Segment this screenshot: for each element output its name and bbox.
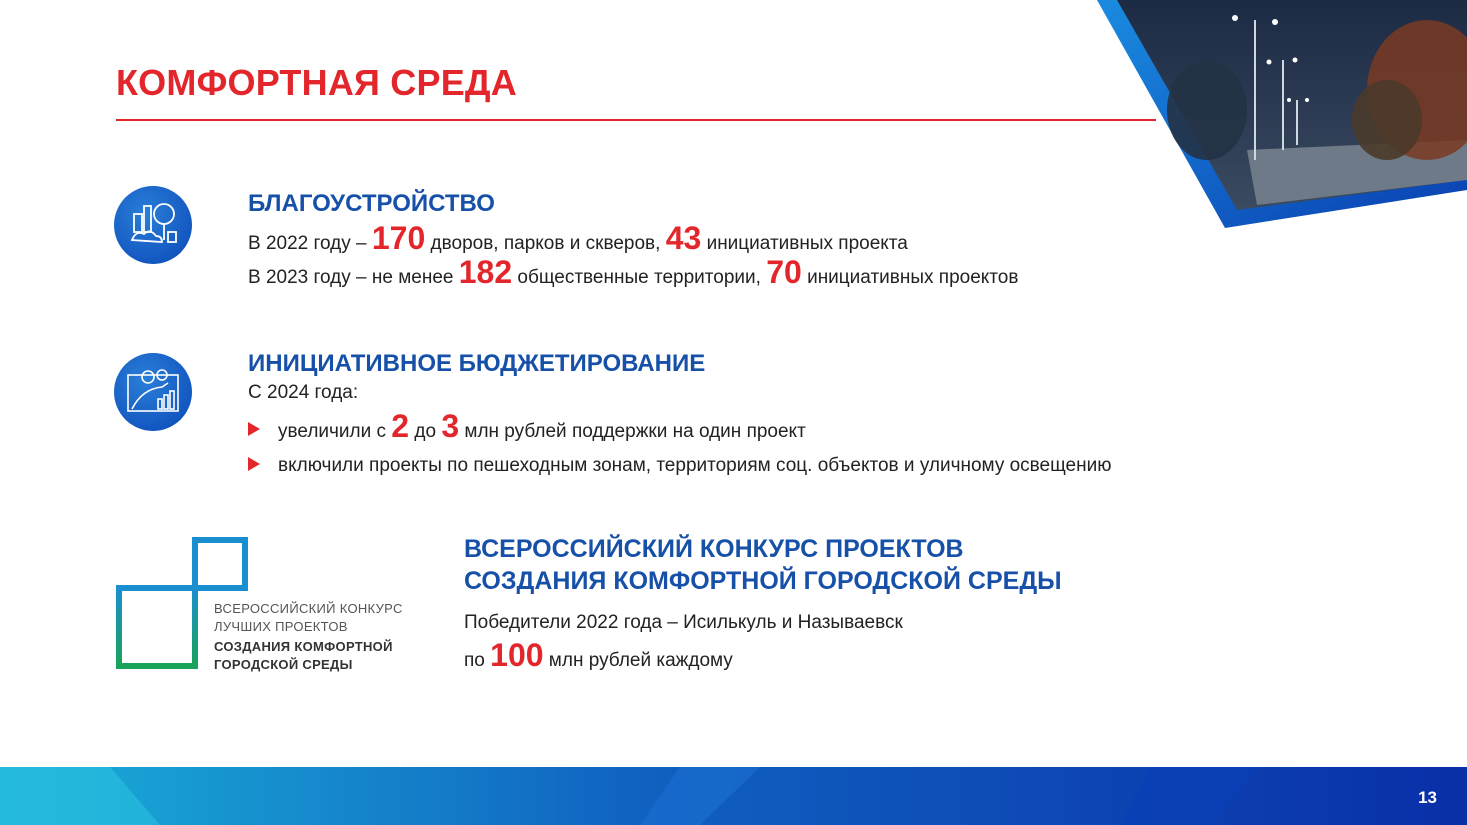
logo-text-line-3: СОЗДАНИЯ КОМФОРТНОЙ (214, 639, 393, 654)
footer-band (0, 767, 1467, 825)
budgeting-bullet-1: увеличили с 2 до 3 млн рублей поддержки на один проект (278, 408, 806, 444)
section-title-budgeting: ИНИЦИАТИВНОЕ БЮДЖЕТИРОВАНИЕ (248, 350, 706, 377)
page-number: 13 (1418, 788, 1437, 807)
number-182: 182 (458, 254, 513, 290)
budgeting-bullet-2: включили проекты по пешеходным зонам, территориям соц. объектов и уличному освещению (278, 455, 1112, 476)
number-3: 3 (441, 408, 460, 444)
bullet-marker (248, 422, 260, 436)
contest-winners: Победители 2022 года – Исилькуль и Называевск (464, 612, 903, 633)
number-100: 100 (490, 637, 544, 673)
number-43: 43 (665, 220, 702, 256)
budgeting-subtitle: С 2024 года: (248, 382, 359, 403)
logo-text-line-1: ВСЕРОССИЙСКИЙ КОНКУРС (214, 601, 403, 616)
landscaping-line-2023: В 2023 году – не менее 182 общественные территории, 70 инициативных проектов (248, 254, 1019, 290)
section-title-landscaping: БЛАГОУСТРОЙСТВО (248, 190, 495, 217)
city-park-icon (114, 186, 192, 264)
street-lights-photo (1097, 0, 1467, 230)
logo-text-line-4: ГОРОДСКОЙ СРЕДЫ (214, 657, 353, 672)
number-170: 170 (371, 220, 426, 256)
logo-text-line-2: ЛУЧШИХ ПРОЕКТОВ (214, 619, 348, 634)
contest-title-line-2: СОЗДАНИЯ КОМФОРТНОЙ ГОРОДСКОЙ СРЕДЫ (464, 567, 1062, 595)
title-divider (116, 119, 1156, 121)
number-70: 70 (766, 254, 802, 290)
bullet-marker (248, 457, 260, 471)
page-title: КОМФОРТНАЯ СРЕДА (116, 62, 517, 103)
contest-prize: по 100 млн рублей каждому (464, 637, 733, 673)
landscaping-line-2022: В 2022 году – 170 дворов, парков и скверов, 43 инициативных проекта (248, 220, 908, 256)
number-2: 2 (391, 408, 410, 444)
budget-growth-icon (114, 353, 192, 431)
contest-title-line-1: ВСЕРОССИЙСКИЙ КОНКУРС ПРОЕКТОВ (464, 535, 964, 563)
